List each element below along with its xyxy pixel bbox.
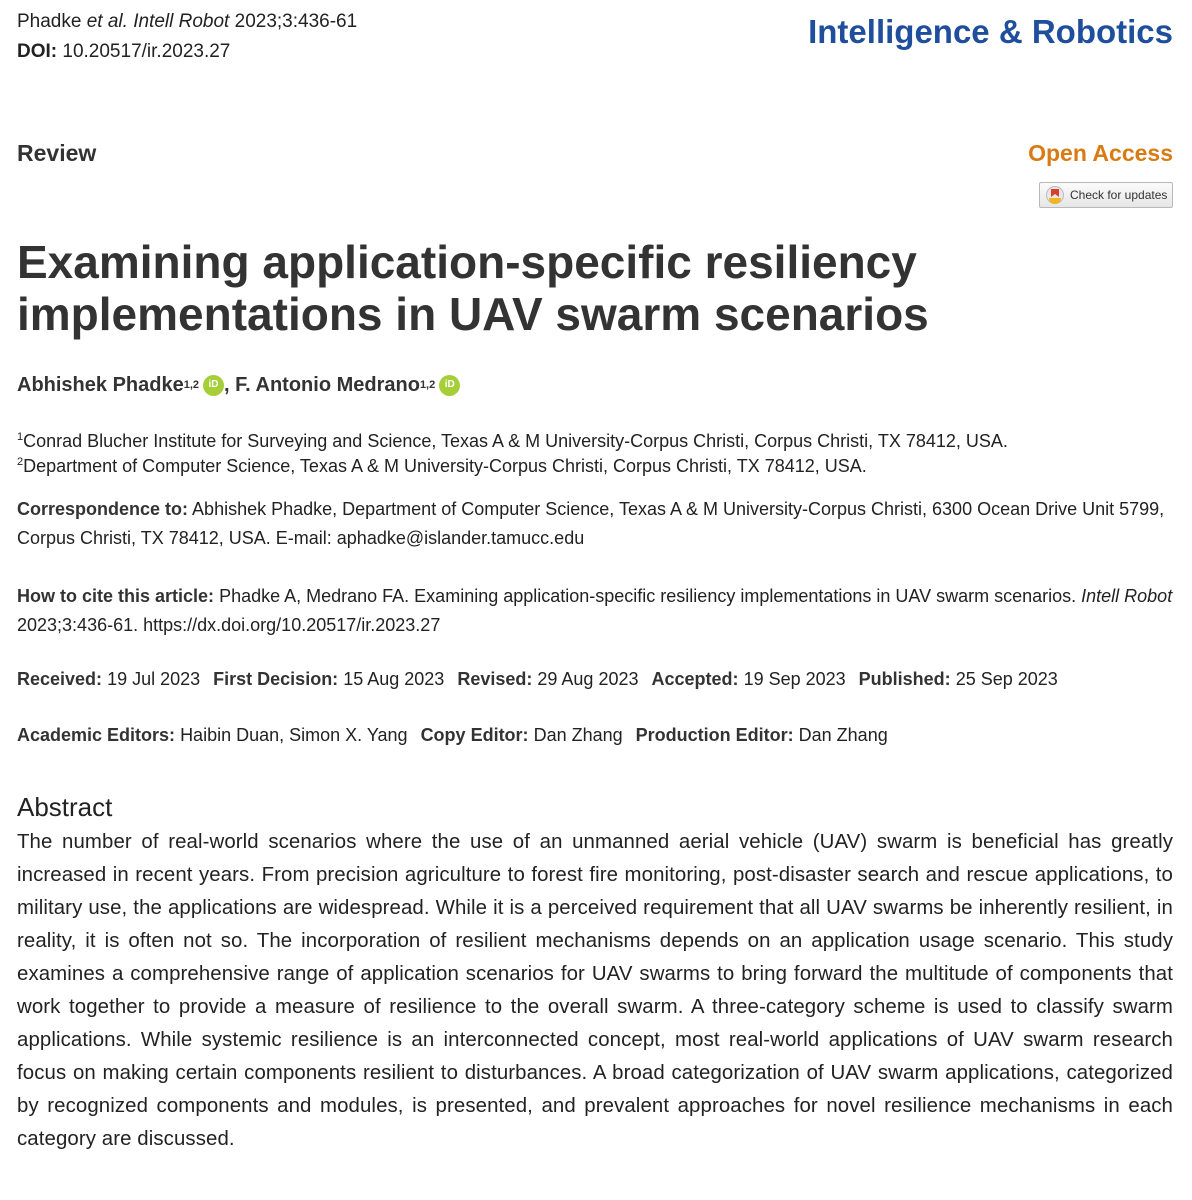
author-list: Abhishek Phadke 1,2 iD , F. Antonio Medrano 1,2 iD (17, 372, 460, 398)
orcid-icon[interactable]: iD (439, 375, 460, 396)
journal-name: Intelligence & Robotics (808, 13, 1173, 50)
article-dates: Received: 19 Jul 2023 First Decision: 15 Aug 2023 Revised: 29 Aug 2023 Accepted: 19 Sep 2023 Published: 25 Sep 2023 (17, 669, 1058, 689)
doi-link[interactable]: 10.20517/ir.2023.27 (62, 41, 231, 62)
how-to-cite: How to cite this article: Phadke A, Medrano FA. Examining application-specific resiliency implementations in UAV swarm scenarios. Intell Robot 2023;3:436-61. https://dx.doi.org/10.20517/ir.2023.27 (17, 586, 1173, 635)
citation-line: Phadke et al. Intell Robot 2023;3:436-61 (17, 11, 358, 32)
abstract-text: The number of real-world scenarios where the use of an unmanned aerial vehicle (UAV) swarm is beneficial has greatly increased in recent years. From precision agriculture to forest fire monitoring, post-disaster search and rescue applications, to military use, the applications are widespread. While it is a perceived requirement that all UAV swarms be inherently resilient, in reality, it is often not so. The incorporation of resilient mechanisms depends on an application usage scenario. This study examines a comprehensive range of application scenarios for UAV swarms to bring forward the multitude of components that work together to provide a measure of resilience to the overall swarm. A three-category scheme is used to classify swarm applications. While systemic resilience is an interconnected concept, most real-world applications of UAV swarm research focus on making certain components resilient to disturbances. A broad categorization of UAV swarm applications, categorized by recognized components and modules, is presented, and prevalent approaches for novel resilience mechanisms in each category are discussed. (17, 831, 1173, 1150)
correspondence: Correspondence to: Abhishek Phadke, Department of Computer Science, Texas A & M University-Corpus Christi, 6300 Ocean Drive Unit 5799, Corpus Christi, TX 78412, USA. E-mail: aphadke@islander.tamucc.edu (17, 499, 1165, 548)
abstract-heading: Abstract (17, 792, 113, 822)
doi-line: DOI: 10.20517/ir.2023.27 (17, 41, 231, 62)
affiliation: $^2$Department of Computer Science, Texas A & M University-Corpus Christi, Corpus Christi, TX 78412, USA. (17, 456, 867, 476)
article-type: Review (17, 140, 97, 166)
author-name[interactable]: F. Antonio Medrano (235, 374, 420, 396)
open-access-label: Open Access (1028, 140, 1173, 166)
article-title: Examining application-specific resiliency implementations in UAV swarm scenarios (17, 236, 929, 340)
affiliation: $^1$Conrad Blucher Institute for Surveying and Science, Texas A & M University-Corpus Christi, Corpus Christi, TX 78412, USA. (17, 431, 1008, 451)
editors-line: Academic Editors: Haibin Duan, Simon X. Yang Copy Editor: Dan Zhang Production Editor: Dan Zhang (17, 725, 888, 745)
orcid-icon[interactable]: iD (203, 375, 224, 396)
author-name[interactable]: Abhishek Phadke (17, 374, 184, 396)
check-for-updates-button[interactable]: Check for updates (1039, 182, 1173, 208)
crossmark-icon (1046, 186, 1064, 204)
